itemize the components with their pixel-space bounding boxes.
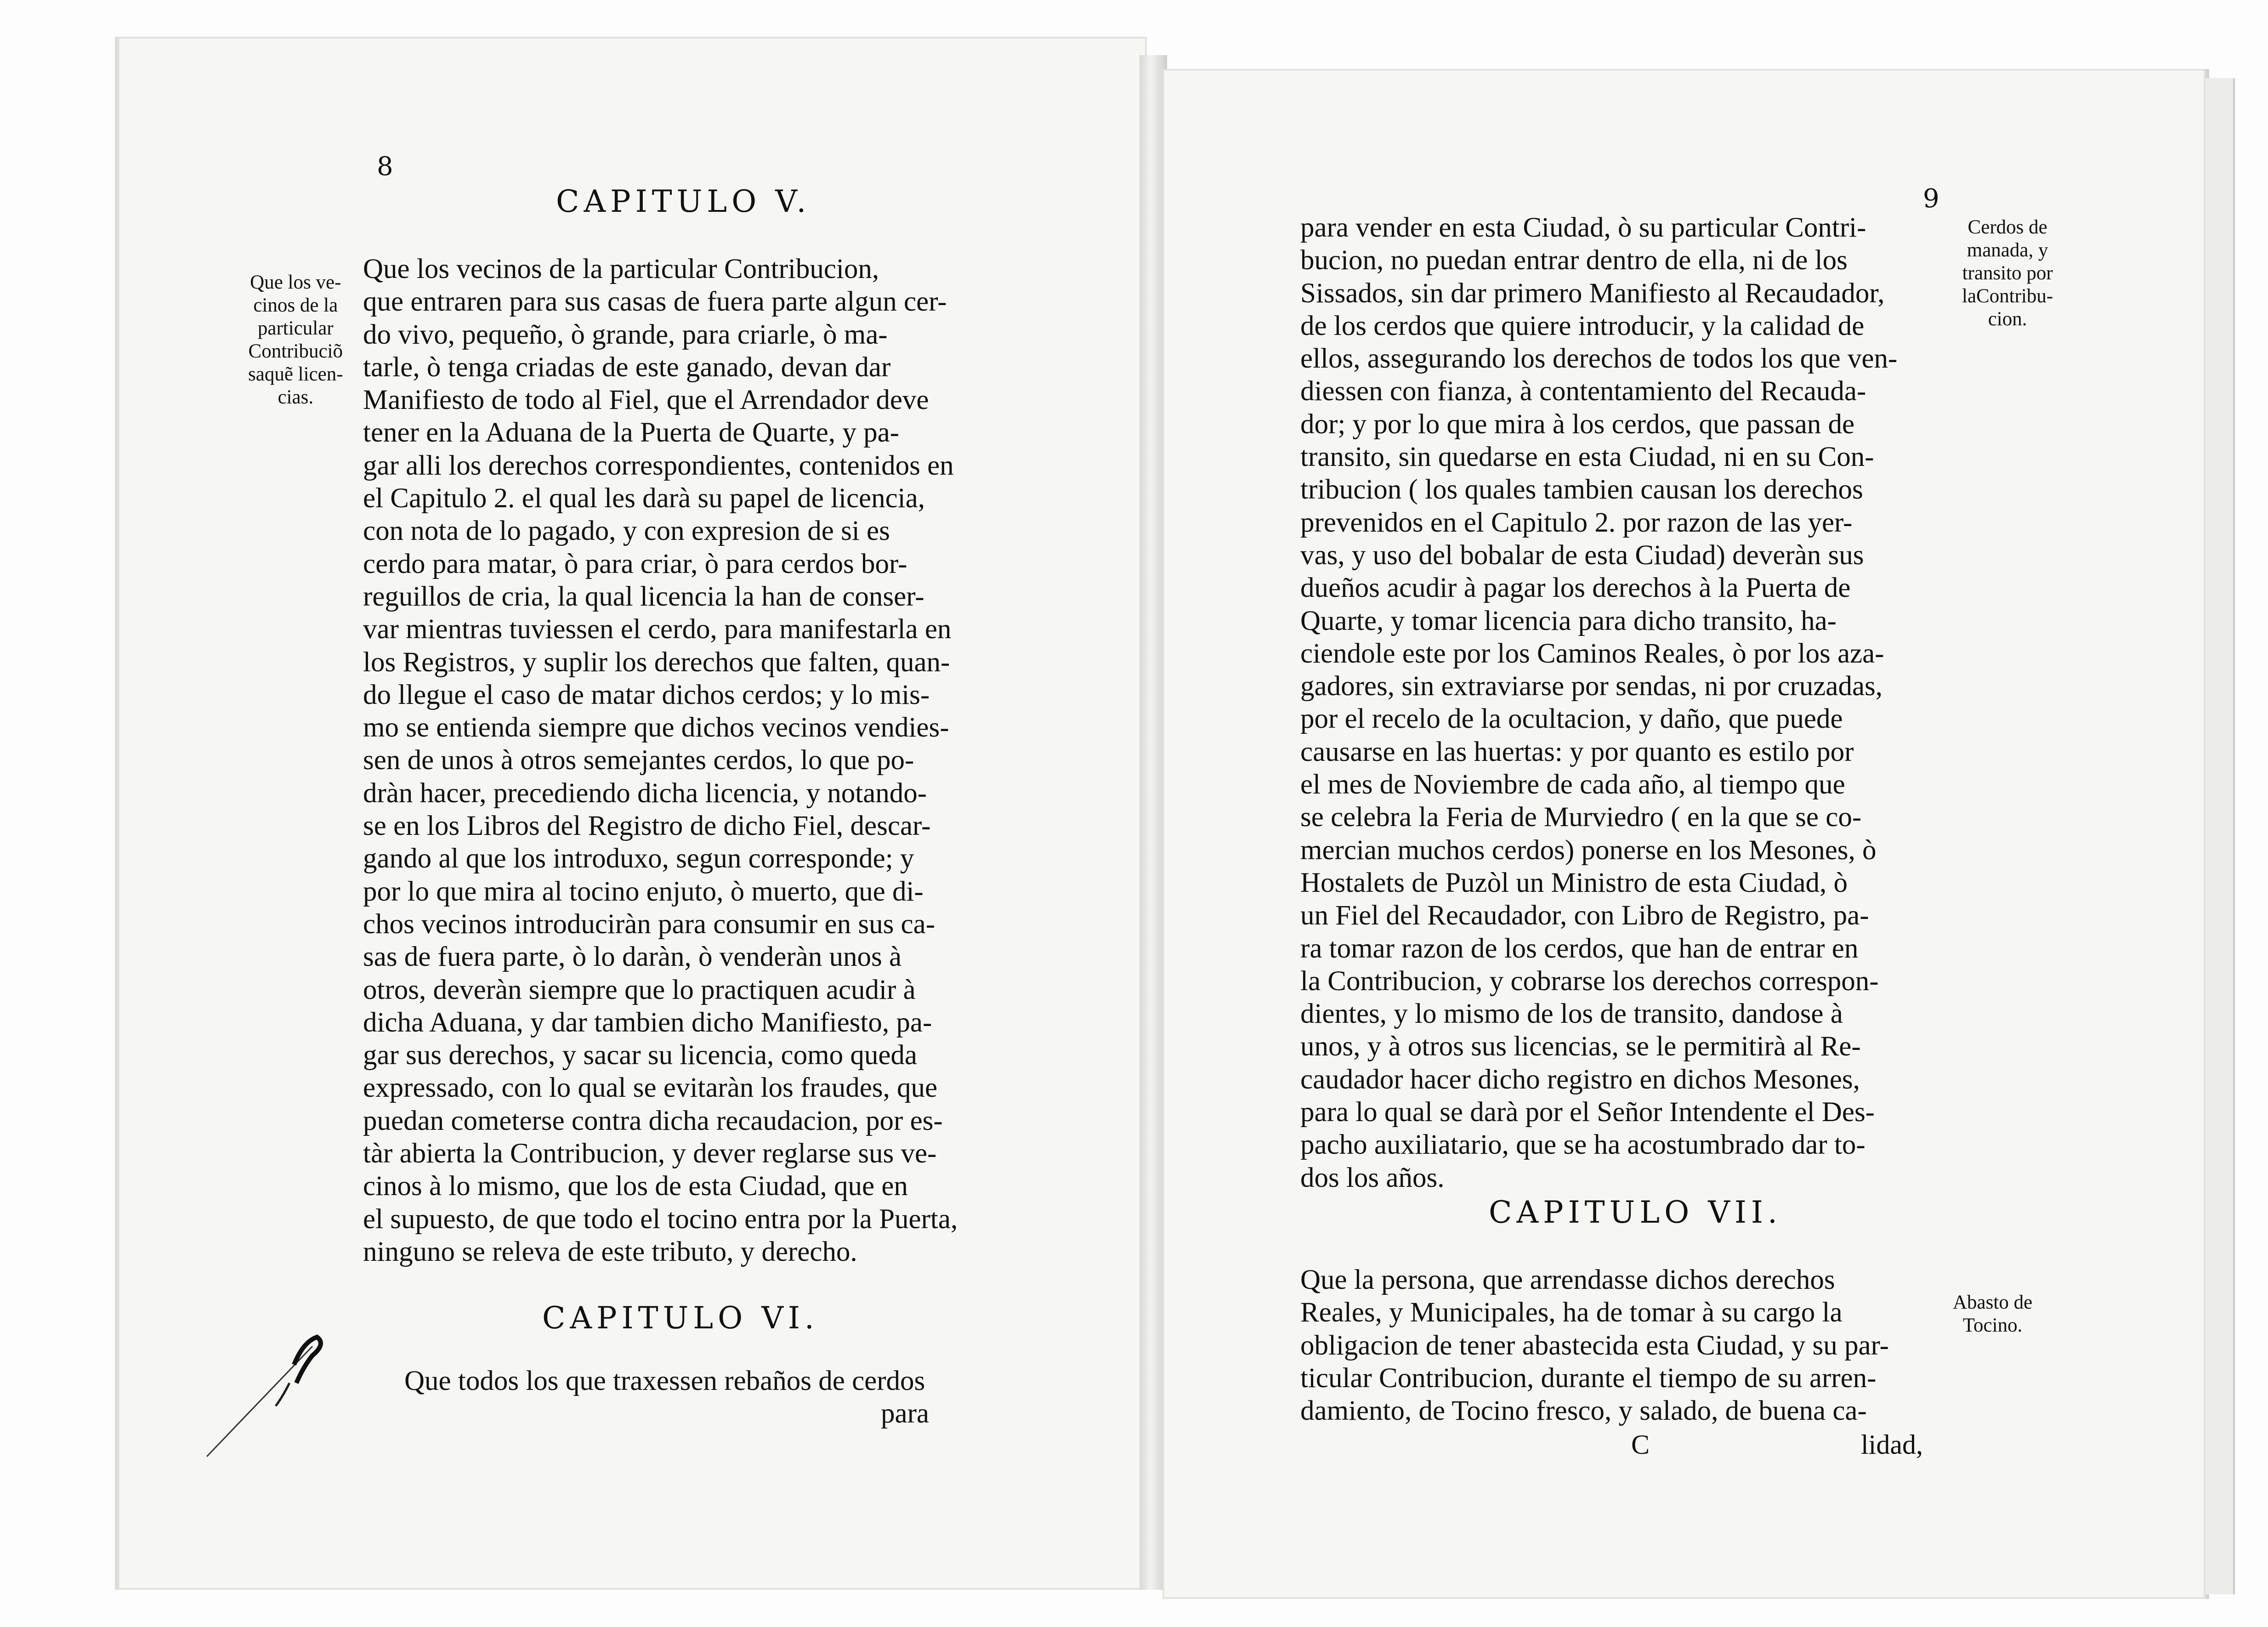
chapter-vii-body: Que la persona, que arrendasse dichos derechos Reales, y Municipales, ha de tomar à su cargo la obligacion de tener abastecida esta Ciudad, y su par- ticular Contribucion, durante el tiempo de su arren- damiento, de Tocino fresco, y salado, de buena ca- bbox=[1300, 1264, 1889, 1427]
chapter-vi-continued-body: para vender en esta Ciudad, ò su particular Contri- bucion, no puedan entrar dentro de ella, ni de los Sissados, sin dar primero Manifiesto al Recaudador, de los cerdos que quiere introducir, y la calidad de ellos, assegurando los derechos de todos los que ven- diessen con fianza, à contentamiento del Recauda- dor; y por lo que mira à los cerdos, que passan de transito, sin quedarse en esta Ciudad, ni en su Con- tribucion ( los quales tambien causan los derechos prevenidos en el Capitulo 2. por razon de las yer- vas, y uso del bobalar de esta Ciudad) deveràn sus dueños acudir à pagar los derechos à la Puerta de Quarte, y tomar licencia para dicho transito, ha- ciendole este por los Caminos Reales, ò por los aza- gadores, sin extraviarse por sendas, ni por cruzadas, por el recelo de la ocultacion, y daño, que puede causarse en las huertas: y por quanto es estilo por el mes de Noviembre de cada año, al tiempo que se celebra la Feria de Murviedro ( en la que se co- mercian muchos cerdos) ponerse en los Mesones, ò Hostalets de Puzòl un Ministro de esta Ciudad, ò un Fiel del Recaudador, con Libro de Registro, pa- ra tomar razon de los cerdos, que han de entrar en la Contribucion, y cobrarse los derechos correspon- dientes, y lo mismo de los de transito, dandose à unos, y à otros sus licencias, se le permitirà al Re- caudador hacer dicho registro en dichos Mesones, para lo qual se darà por el Señor Intendente el Des- pacho auxiliatario, que se ha acostumbrado dar to- dos los años. bbox=[1300, 212, 1898, 1193]
right-page-number: 9 bbox=[1923, 184, 1939, 214]
left-page-number: 8 bbox=[377, 152, 393, 181]
abasto-margin-note: Abasto de Tocino. bbox=[1953, 1292, 2033, 1336]
chapter-v-title: CAPITULO V. bbox=[556, 184, 811, 219]
ink-mark-illustration bbox=[198, 1323, 335, 1461]
chapter-vii-title: CAPITULO VII. bbox=[1489, 1195, 1782, 1230]
chapter-v-body: Que los vecinos de la particular Contribucion, que entraren para sus casas de fuera parte algun cer- do vivo, pequeño, ò grande, para criarle, ò ma- tarle, ò tenga criadas de este ganado, devan dar Manifiesto de todo al Fiel, que el Arrendador deve tener en la Aduana de la Puerta de Quarte, y pa- gar alli los derechos correspondientes, contenidos en el Capitulo 2. el qual les darà su papel de licencia, con nota de lo pagado, y con expresion de si es cerdo para matar, ò para criar, ò para cerdos bor- reguillos de cria, la qual licencia la han de conser- var mientras tuviessen el cerdo, para manifestarla en los Registros, y suplir los derechos que falten, quan- do llegue el caso de matar dichos cerdos; y lo mis- mo se entienda siempre que dichos vecinos vendies- sen de unos à otros semejantes cerdos, lo que po- dràn hacer, precediendo dicha licencia, y notando- se en los Libros del Registro de dicho Fiel, descar- gando al que los introduxo, segun corresponde; y por lo que mira al tocino enjuto, ò muerto, que di- chos vecinos introduciràn para consumir en sus ca- sas de fuera parte, ò lo daràn, ò venderàn unos à otros, deveràn siempre que lo practiquen acudir à dicha Aduana, y dar tambien dicho Manifiesto, pa- gar sus derechos, y sacar su licencia, como queda expressado, con lo qual se evitaràn los fraudes, que puedan cometerse contra dicha recaudacion, por es- tàr abierta la Contribucion, y dever reglarse sus ve- cinos à lo mismo, que los de esta Ciudad, que en el supuesto, de que todo el tocino entra por la Puerta, ninguno se releva de este tributo, y derecho. bbox=[363, 254, 958, 1267]
chapter-vi-title: CAPITULO VI. bbox=[542, 1300, 819, 1336]
chapter-vi-opening: Que todos los que traxessen rebaños de cerdos para bbox=[404, 1366, 929, 1429]
catchword: lidad, bbox=[1861, 1429, 1923, 1460]
page-edges bbox=[2206, 78, 2235, 1594]
signature-mark: C bbox=[1631, 1429, 1650, 1460]
chapter-v-margin-note: Que los ve- cinos de la particular Contribuciõ saquẽ licen- cias. bbox=[248, 272, 343, 408]
cerdos-margin-note: Cerdos de manada, y transito por laContribu- cion. bbox=[1962, 216, 2053, 330]
